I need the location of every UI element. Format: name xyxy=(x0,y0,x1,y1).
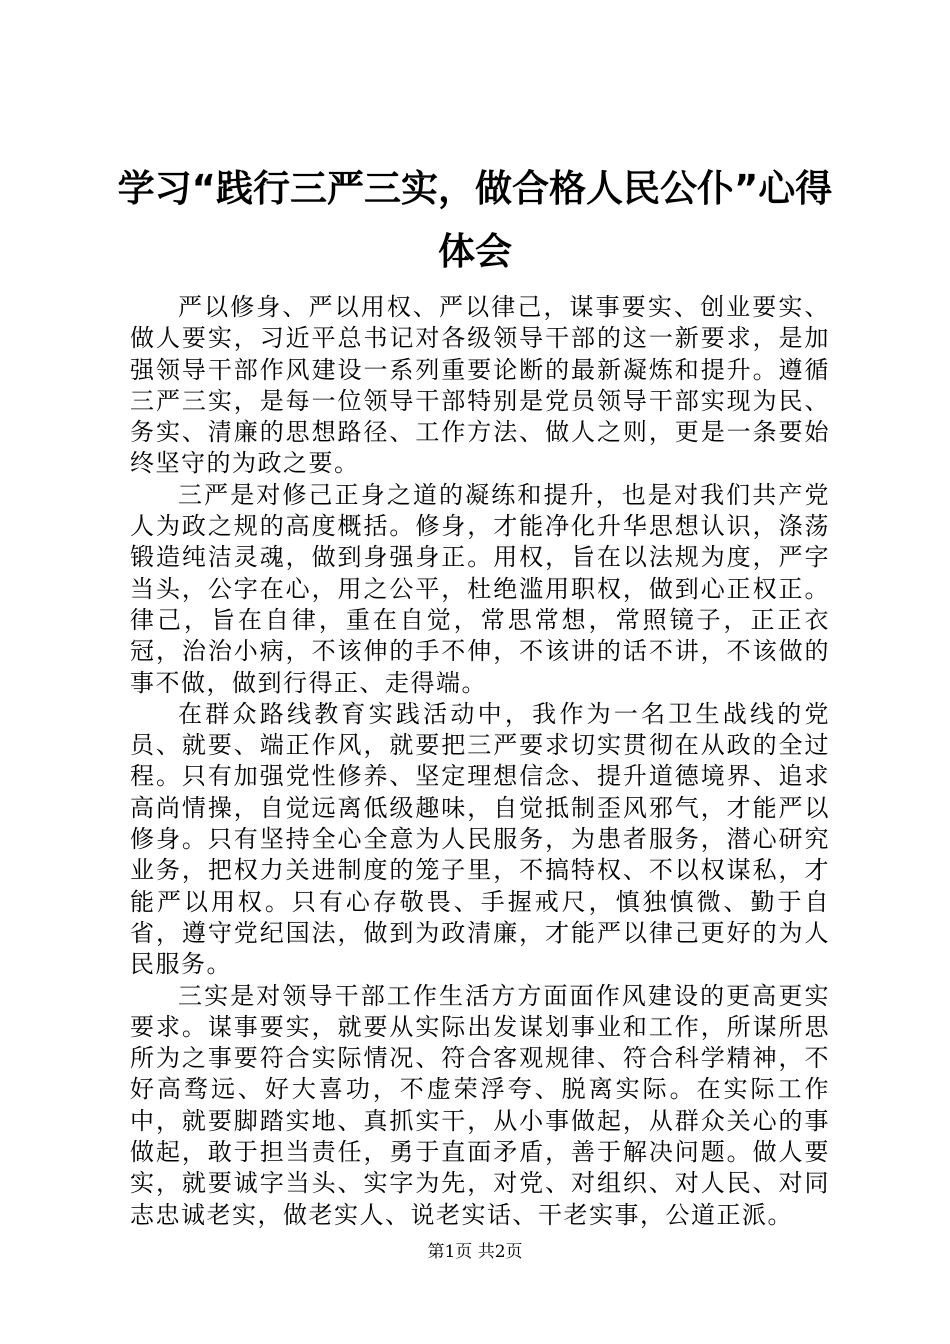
paragraph-4: 三实是对领导干部工作生活方方面面作风建设的更高更实要求。谋事要实，就要从实际出发谋划事业和工作，所谋所思所为之事要符合实际情况、符合客观规律、符合科学精神，不好高骛远、好大喜功，不虚荣浮夸、脱离实际。在实际工作中，就要脚踏实地、真抓实干，从小事做起，从群众关心的事做起，敢于担当责任，勇于直面矛盾，善于解决问题。做人要实，就要诚字当头、实字为先，对党、对组织、对人民、对同志忠诚老实，做老实人、说老实话、干老实事，公道正派。 xyxy=(130,981,830,1229)
page-footer: 第1页 共2页 xyxy=(427,1242,523,1262)
paragraph-3: 在群众路线教育实践活动中，我作为一名卫生战线的党员、就要、端正作风，就要把三严要求切实贯彻在从政的全过程。只有加强党性修养、坚定理想信念、提升道德境界、追求高尚情操，自觉远离低级趣味，自觉抵制歪风邪气，才能严以修身。只有坚持全心全意为人民服务，为患者服务，潜心研究业务，把权力关进制度的笼子里，不搞特权、不以权谋私，才能严以用权。只有心存敬畏、手握戒尺，慎独慎微、勤于自省，遵守党纪国法，做到为政清廉，才能严以律己更好的为人民服务。 xyxy=(130,699,830,979)
document-title: 学习“践行三严三实，做合格人民公仆”心得体会 xyxy=(117,167,833,273)
paragraph-2: 三严是对修己正身之道的凝练和提升，也是对我们共产党人为政之规的高度概括。修身，才能净化升华思想认识，涤荡锻造纯洁灵魂，做到身强身正。用权，旨在以法规为度，严字当头，公字在心，用之公平，杜绝滥用职权，做到心正权正。律己，旨在自律，重在自觉，常思常想，常照镜子，正正衣冠，治治小病，不该伸的手不伸，不该讲的话不讲，不该做的事不做，做到行得正、走得端。 xyxy=(130,480,830,697)
paragraph-1: 严以修身、严以用权、严以律己，谋事要实、创业要实、做人要实，习近平总书记对各级领导干部的这一新要求，是加强领导干部作风建设一系列重要论断的最新凝炼和提升。遵循三严三实，是每一位领导干部特别是党员领导干部实现为民、务实、清廉的思想路径、工作方法、做人之则，更是一条要始终坚守的为政之要。 xyxy=(130,293,830,478)
document-body xyxy=(130,292,830,1231)
